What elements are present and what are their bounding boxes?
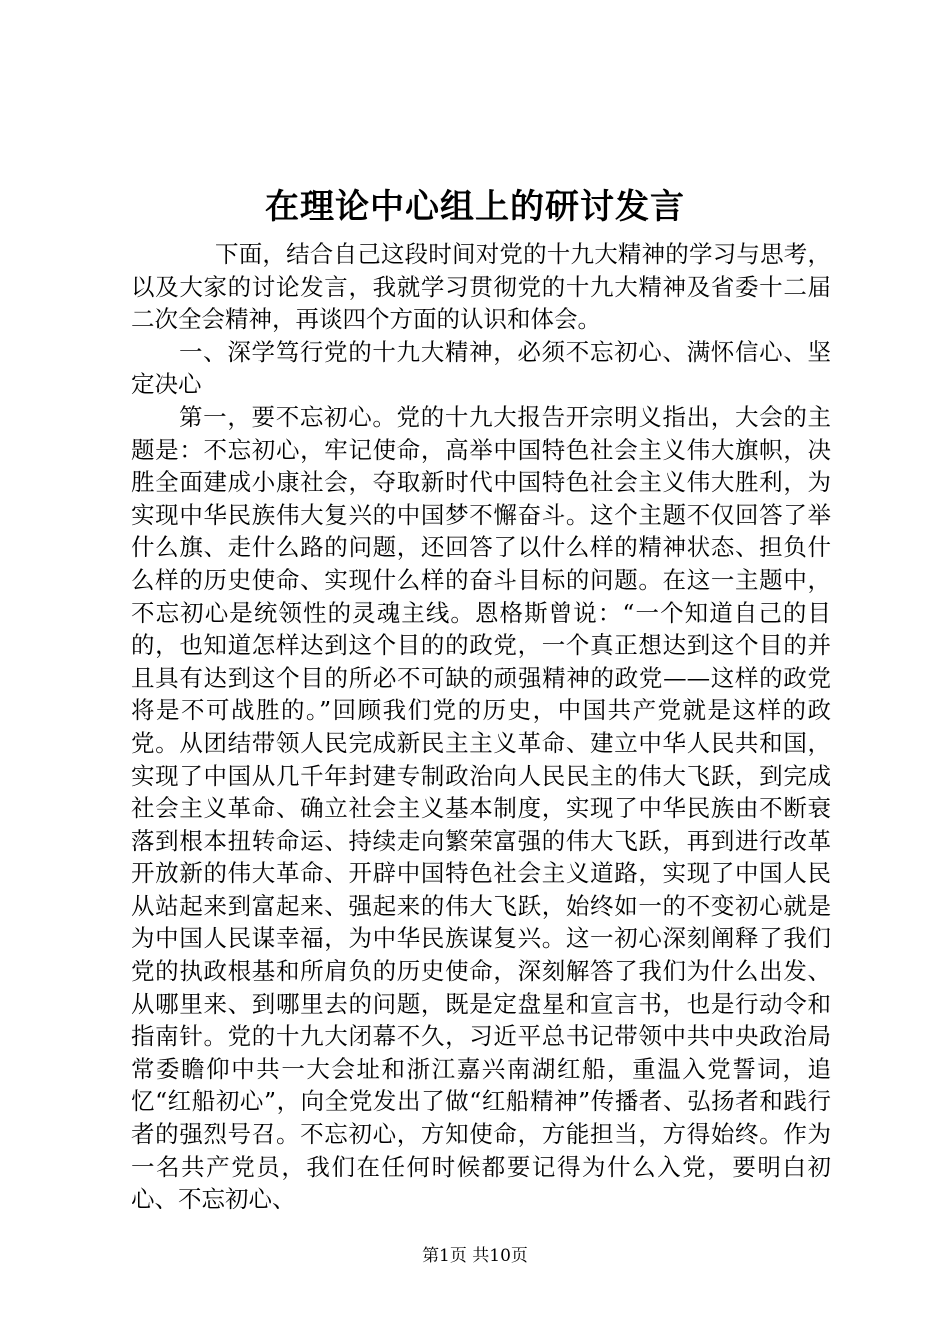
body-paragraph: 第一，要不忘初心。党的十九大报告开宗明义指出，大会的主题是：不忘初心，牢记使命，高举中国特色社会主义伟大旗帜，决胜全面建成小康社会，夺取新时代中国特色社会主义伟大胜利，为实现中华民族伟大复兴的中国梦不懈奋斗。这个主题不仅回答了举什么旗、走什么路的问题，还回答了以什么样的精神状态、担负什么样的历史使命、实现什么样的奋斗目标的问题。在这一主题中，不忘初心是统领性的灵魂主线。恩格斯曾说：“一个知道自己的目的，也知道怎样达到这个目的的政党，一个真正想达到这个目的并且具有达到这个目的所必不可缺的顽强精神的政党——这样的政党将是不可战胜的。”回顾我们党的历史，中国共产党就是这样的政党。从团结带领人民完成新民主主义革命、建立中华人民共和国，实现了中国从几千年封建专制政治向人民民主的伟大飞跃，到完成社会主义革命、确立社会主义基本制度，实现了中华民族由不断衰落到根本扭转命运、持续走向繁荣富强的伟大飞跃，再到进行改革开放新的伟大革命、开辟中国特色社会主义道路，实现了中国人民从站起来到富起来、强起来的伟大飞跃，始终如一的不变初心就是为中国人民谋幸福，为中华民族谋复兴。这一初心深刻阐释了我们党的执政根基和所肩负的历史使命，深刻解答了我们为什么出发、从哪里来、到哪里去的问题，既是定盘星和宣言书，也是行动令和指南针。党的十九大闭幕不久，习近平总书记带领中共中央政治局常委瞻仰中共一大会址和浙江嘉兴南湖红船，重温入党誓词，追忆“红船初心”，向全党发出了做“红船精神”传播者、弘扬者和践行者的强烈号召。不忘初心，方知使命，方能担当，方得始终。作为一名共产党员，我们在任何时候都要记得为什么入党，要明白初心、不忘初心、 [131, 402, 831, 1214]
document-body [131, 238, 831, 1216]
intro-paragraph: 下面，结合自己这段时间对党的十九大精神的学习与思考，以及大家的讨论发言，我就学习贯彻党的十九大精神及省委十二届二次全会精神，再谈四个方面的认识和体会。 [131, 240, 831, 334]
document-title: 在理论中心组上的研讨发言 [265, 187, 685, 227]
section-heading-paragraph: 一、深学笃行党的十九大精神，必须不忘初心、满怀信心、坚定决心 [131, 337, 831, 399]
page-footer: 第1页 共10页 [422, 1246, 528, 1266]
